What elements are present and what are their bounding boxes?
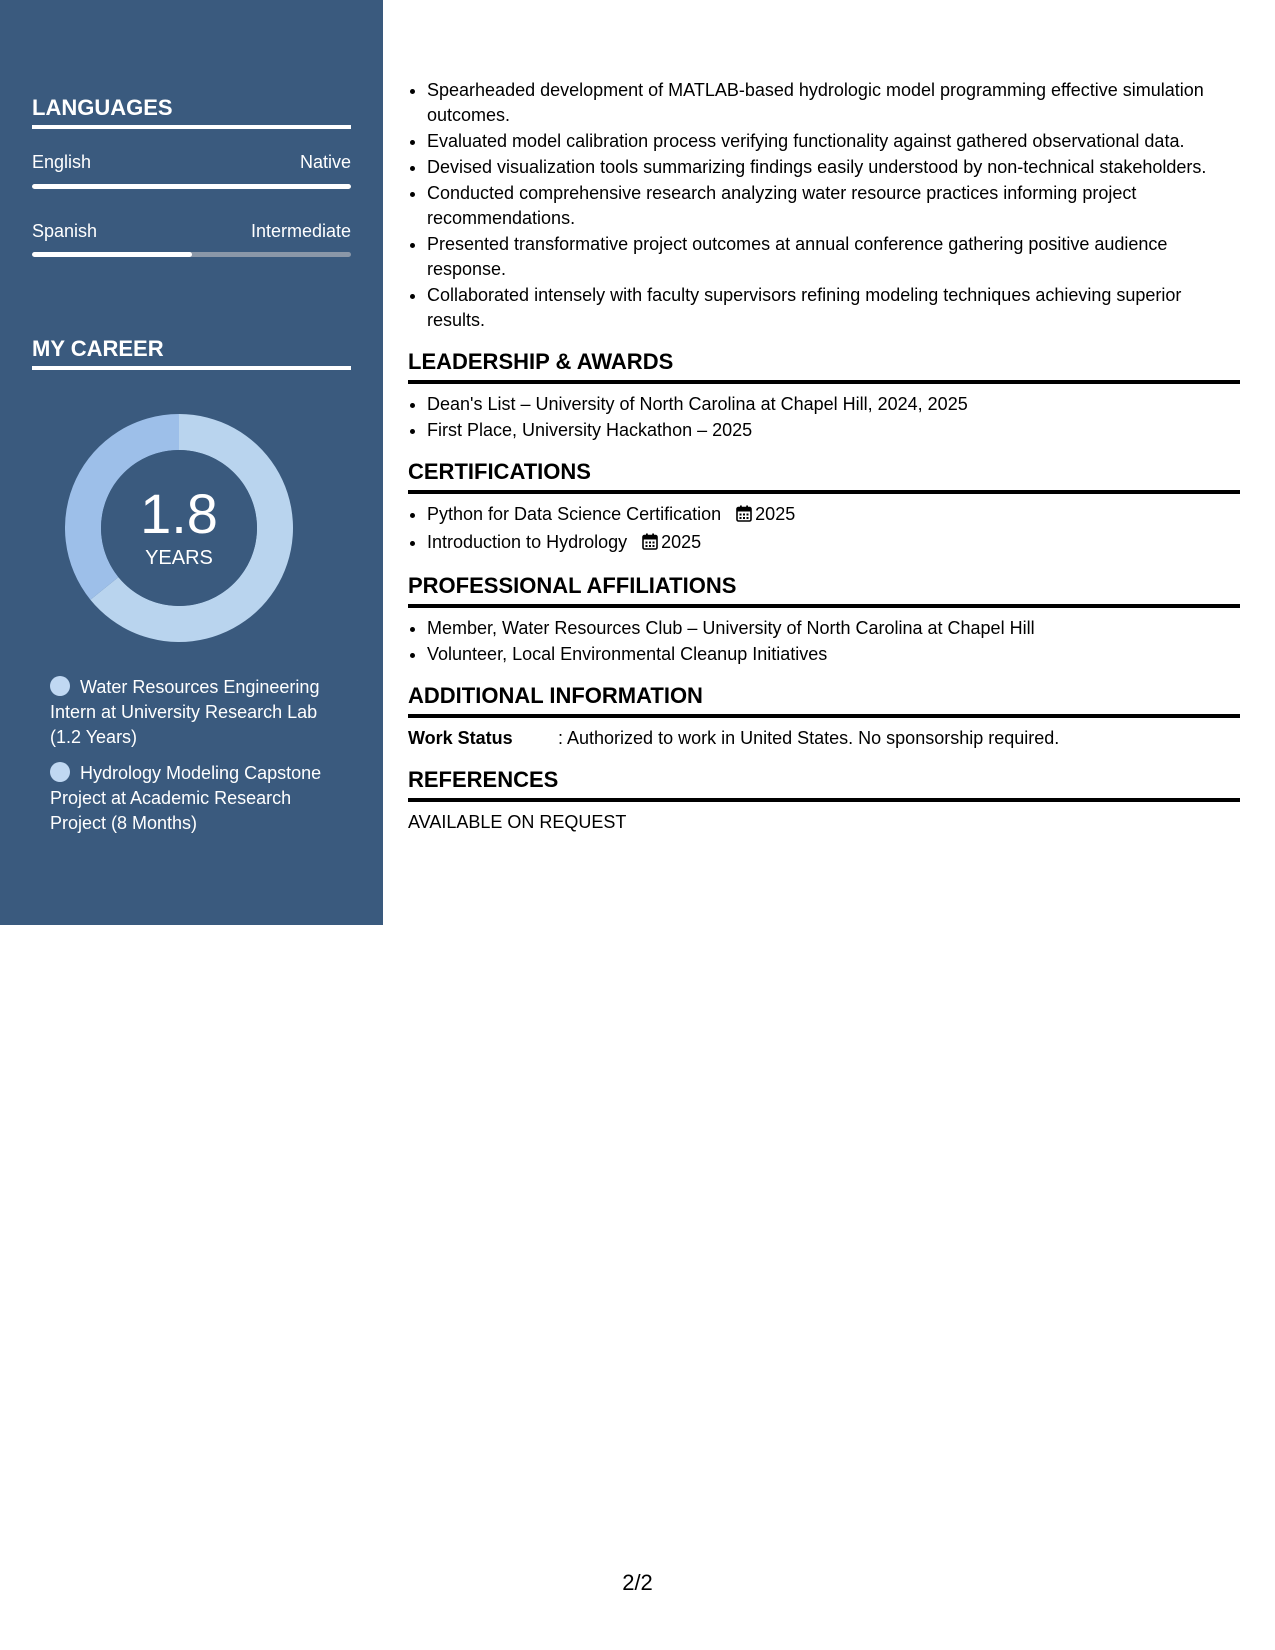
language-row-spanish [32,221,351,242]
sidebar [0,0,383,925]
language-bar-fill [32,184,351,189]
leadership-list [408,392,1240,443]
list-item: • Presented transformative project outcomes at annual conference gathering positive audience response. [427,232,1240,282]
language-bar-spanish [32,252,351,257]
certifications-list [408,502,1240,557]
list-item [427,502,1240,529]
career-legend-label: Water Resources Engineering Intern at University Research Lab (1.2 Years) [50,677,320,747]
references-text: AVAILABLE ON REQUEST [408,812,627,832]
career-heading: MY CAREER [32,336,351,370]
work-status-row [408,726,1240,751]
legend-dot [50,676,70,696]
list-item [427,530,1240,557]
certification-name: Python for Data Science Certification [427,504,722,524]
calendar-icon [736,504,752,529]
calendar-icon [642,532,658,557]
list-item: • Evaluated model calibration process verifying functionality against gathered observational data. [427,129,1240,154]
language-bar-english [32,184,351,189]
language-name: English [32,152,92,172]
list-item: • Spearheaded development of MATLAB-based hydrologic model programming effective simulation outcomes. [427,78,1240,128]
page-number: 2/2 [622,1570,653,1595]
work-status-label: Work Status [408,728,513,748]
certifications-heading: CERTIFICATIONS [408,457,1240,494]
career-total-unit: YEARS [145,547,213,569]
list-item: • First Place, University Hackathon – 2025 [427,418,1240,443]
experience-bullet-list [408,78,1240,333]
affiliations-list [408,616,1240,667]
list-item: • Member, Water Resources Club – University of North Carolina at Chapel Hill [427,616,1240,641]
language-level: Native [299,152,351,172]
certification-year: 2025 [661,532,702,552]
work-status-value: : Authorized to work in United States. No sponsorship required. [558,728,1060,748]
career-total-value: 1.8 [140,482,218,545]
career-legend-item [50,761,350,836]
career-donut-chart [65,414,293,642]
language-name: Spanish [32,221,98,241]
certification-name: Introduction to Hydrology [427,532,628,552]
list-item: • Dean's List – University of North Carolina at Chapel Hill, 2024, 2025 [427,392,1240,417]
main-content [408,78,1240,835]
additional-info-heading: ADDITIONAL INFORMATION [408,681,1240,718]
language-row-english [32,152,351,173]
languages-heading: LANGUAGES [32,95,351,129]
leadership-heading: LEADERSHIP & AWARDS [408,347,1240,384]
career-legend-label: Hydrology Modeling Capstone Project at Academic Research Project (8 Months) [50,763,322,833]
language-level: Intermediate [250,221,351,241]
list-item: • Devised visualization tools summarizing findings easily understood by non-technical stakeholders. [427,155,1240,180]
legend-dot [50,762,70,782]
language-bar-fill [32,252,192,257]
career-legend-item [50,675,350,750]
affiliations-heading: PROFESSIONAL AFFILIATIONS [408,571,1240,608]
list-item: • Volunteer, Local Environmental Cleanup Initiatives [427,642,1240,667]
list-item: • Collaborated intensely with faculty supervisors refining modeling techniques achieving superior results. [427,283,1240,333]
certification-year: 2025 [755,504,796,524]
references-heading: REFERENCES [408,765,1240,802]
list-item: • Conducted comprehensive research analyzing water resource practices informing project recommendations. [427,181,1240,231]
